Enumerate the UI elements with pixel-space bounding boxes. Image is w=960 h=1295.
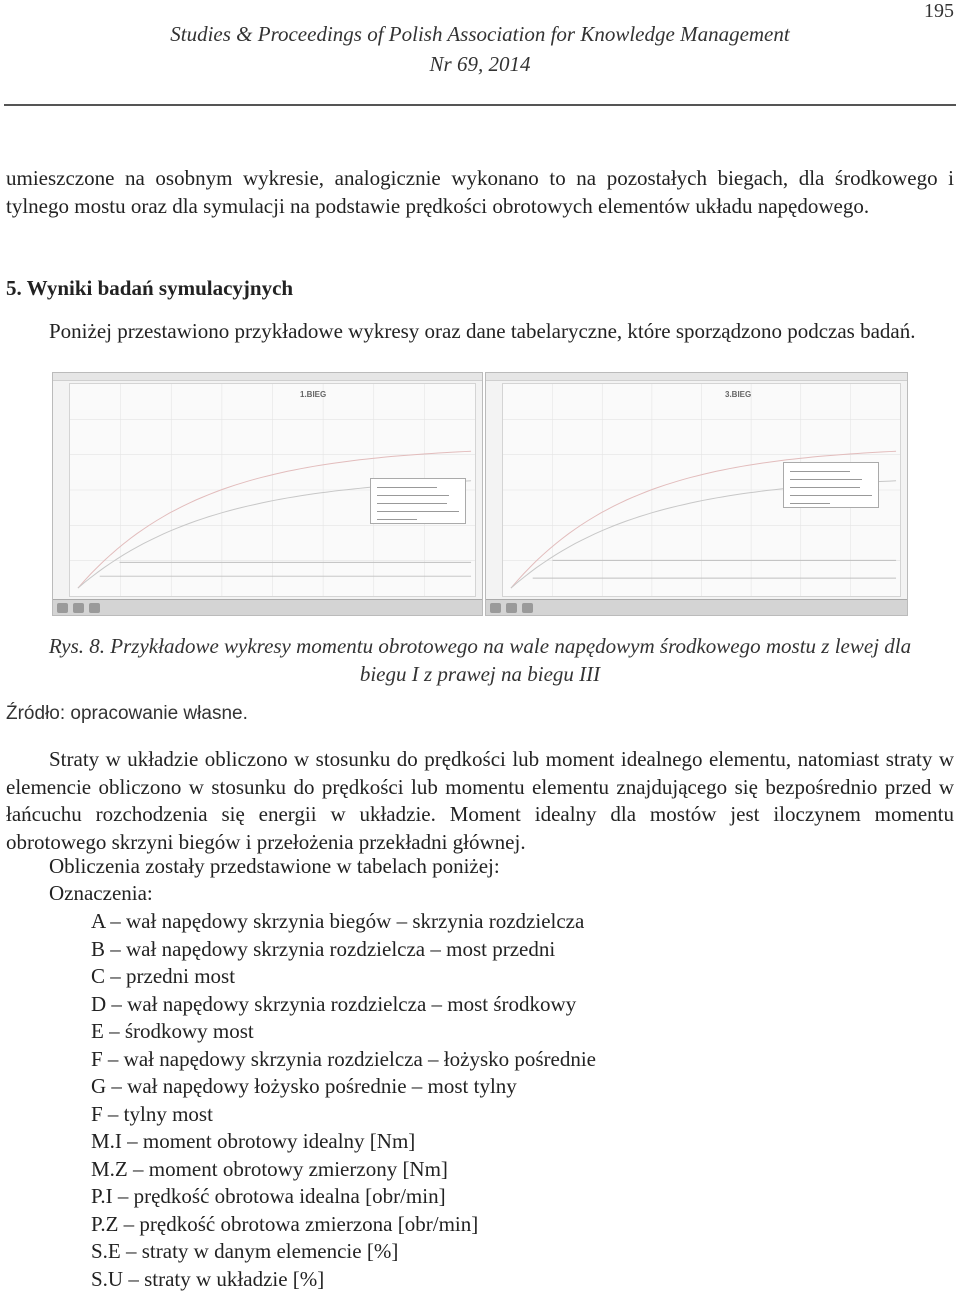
header-rule (4, 104, 956, 106)
legend-left (370, 478, 466, 524)
chart-title-right: 3.BIEG (725, 390, 752, 399)
legend-entry (377, 495, 449, 496)
start-icon (490, 603, 501, 613)
legend-right (783, 462, 879, 508)
list-item: F – wał napędowy skrzynia rozdzielcza – łożysko pośrednie (91, 1046, 597, 1071)
start-icon (57, 603, 68, 613)
list-item: D – wał napędowy skrzynia rozdzielcza – most środkowy (91, 991, 577, 1016)
list-item: G – wał napędowy łożysko pośrednie – most tylny (91, 1074, 517, 1098)
list-item: C – przedni most (91, 964, 236, 988)
legend-entry (790, 503, 830, 504)
chart-title-left: 1.BIEG (300, 390, 327, 399)
figure-8 (52, 372, 908, 616)
taskbar-app-icon (522, 603, 533, 613)
section-intro-paragraph: Poniżej przestawiono przykładowe wykresy oraz dane tabelaryczne, które sporządzono podczas badań. (49, 319, 916, 343)
page-number: 195 (924, 0, 954, 22)
list-item: M.Z – moment obrotowy zmierzony [Nm] (91, 1156, 448, 1181)
journal-title: Studies & Proceedings of Polish Association for Knowledge Management (170, 22, 790, 46)
section-heading: 5. Wyniki badań symulacyjnych (6, 276, 294, 300)
page-header (0, 0, 960, 108)
taskbar (53, 599, 482, 615)
list-item: S.E – straty w danym elemencie [%] (91, 1239, 399, 1263)
list-item: P.I – prędkość obrotowa idealna [obr/min] (91, 1184, 446, 1208)
figure-source: Źródło: opracowanie własne. (6, 703, 248, 724)
taskbar-app-icon (89, 603, 100, 613)
legend-entry (377, 519, 417, 520)
legend-entry (377, 503, 447, 504)
menu-bar (53, 373, 482, 381)
list-item: B – wał napędowy skrzynia rozdzielcza – most przedni (91, 936, 556, 961)
list-item: M.I – moment obrotowy idealny [Nm] (91, 1129, 416, 1153)
journal-issue: Nr 69, 2014 (429, 52, 531, 76)
screenshot-right (485, 372, 908, 616)
obliczenia-paragraph: Obliczenia zostały przedstawione w tabelach poniżej: (49, 854, 500, 878)
oznaczenia-label: Oznaczenia: (49, 881, 153, 905)
screenshot-left (52, 372, 483, 616)
legend-entry (377, 511, 459, 512)
intro-paragraph: umieszczone na osobnym wykresie, analogicznie wykonano to na pozostałych biegach, dla środkowego i tylnego mostu oraz dla symulacji na podstawie prędkości obrotowych elementów układu napędowego. (6, 166, 954, 218)
legend-entry (790, 471, 850, 472)
designations-list (91, 908, 596, 1293)
legend-entry (377, 487, 437, 488)
list-item: A – wał napędowy skrzynia biegów – skrzynia rozdzielcza (91, 909, 585, 933)
figure-caption: Rys. 8. Przykładowe wykresy momentu obrotowego na wale napędowym środkowego mostu z lewej dla biegu I z prawej na biegu III (48, 634, 912, 686)
list-item: S.U – straty w układzie [%] (91, 1266, 325, 1291)
list-item: E – środkowy most (91, 1019, 254, 1043)
taskbar-app-icon (506, 603, 517, 613)
plot-area-right (502, 383, 901, 597)
plot-area-left (69, 383, 476, 597)
straty-paragraph: Straty w układzie obliczono w stosunku do prędkości lub moment idealnego elementu, natomiast straty w elemencie obliczono w stosunku do prędkości lub momentu elementu znajdującego się bezpośrednio przed w łańcuchu rozchodzenia się energii w układzie. Moment idealny dla mostów jest iloczynem momentu obrotowego skrzyni biegów i przełożenia przekładni głównej. (6, 747, 954, 854)
list-item: F – tylny most (91, 1101, 213, 1126)
legend-entry (790, 495, 872, 496)
taskbar (486, 599, 907, 615)
list-item: P.Z – prędkość obrotowa zmierzona [obr/min] (91, 1211, 479, 1236)
menu-bar (486, 373, 907, 381)
legend-entry (790, 479, 862, 480)
legend-entry (790, 487, 860, 488)
taskbar-app-icon (73, 603, 84, 613)
